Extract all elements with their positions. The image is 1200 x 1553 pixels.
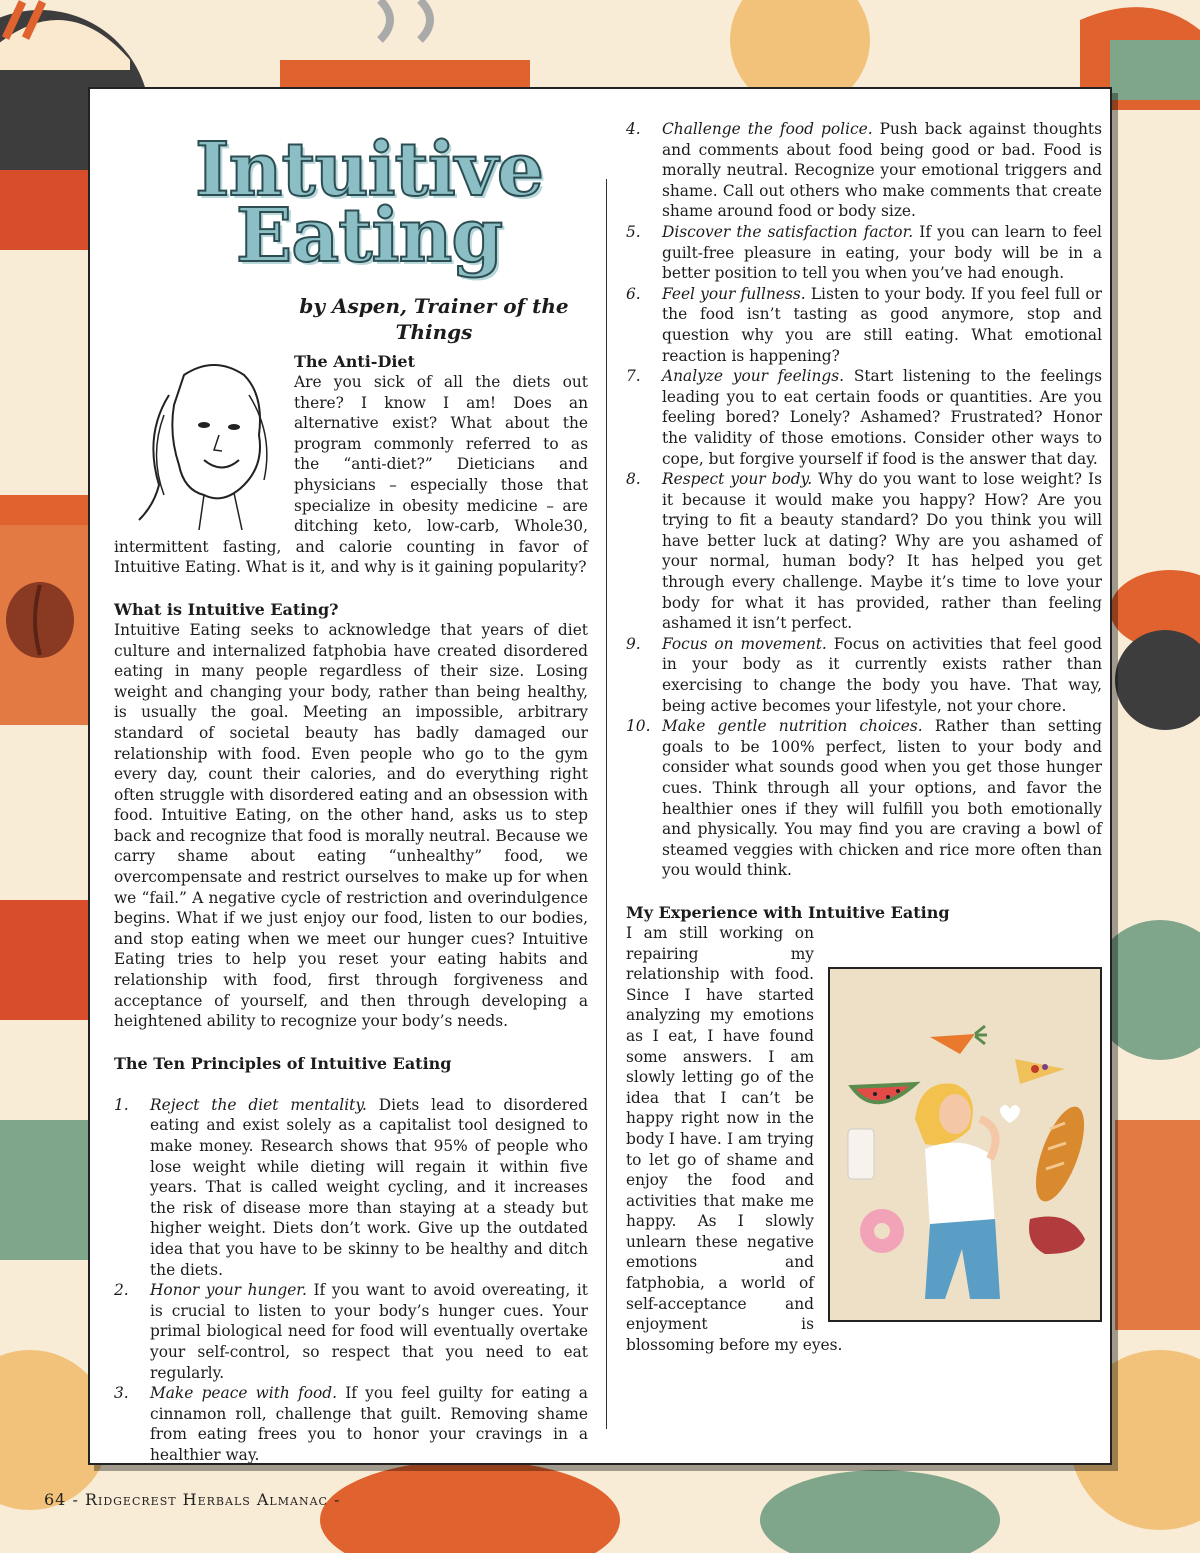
intuitive-eating-illustration	[828, 967, 1102, 1322]
principle-item: 4. Challenge the food police. Push back against thoughts and comments about food being good or bad. Food is morally neutral. Recognize your emotional triggers and shame. Call out others who make comments that create shame around food or body size.	[626, 120, 1102, 221]
principle-item: 5. Discover the satisfaction factor. If you can learn to feel guilt-free pleasure in eating, your body will be in a better position to tell you when you’ve had enough.	[626, 222, 1102, 283]
byline: by Aspen, Trainer of the Things	[299, 294, 569, 344]
principle-item: 2. Honor your hunger. If you want to avoid overeating, it is crucial to listen to your body’s hunger cues. Your primal biological need for food will eventually overtake your self-control, so respect that you need to eat regularly.	[114, 1281, 588, 1382]
principles-list-part-2	[626, 119, 1102, 881]
anti-diet-paragraph: Are you sick of all the diets out there? I know I am! Does an alternative exist? What about the program commonly referred to as the “anti-diet?” Dieticians and physicians – especially those that specialize in obesity medicine – are ditching keto, low-carb, Whole30, intermittent fasting, and calorie counting in favor of Intuitive Eating. What is it, and why is it gaining popularity?	[114, 373, 588, 577]
experience-heading: My Experience with Intuitive Eating	[626, 902, 950, 922]
principle-item: 8. Respect your body. Why do you want to lose weight? Is it because it would make you happy? How? Are you trying to fit a beauty standard? Do you think you will have better luck at dating? Why are you ashamed of your normal, human body? It has helped you get through every challenge. Maybe it’s time to love your body for what it has provided, rather than feeling ashamed it isn’t perfect.	[626, 470, 1102, 633]
right-column	[626, 119, 1102, 1355]
principle-item: 7. Analyze your feelings. Start listening to the feelings leading you to eat certain foods or quantities. Are you feeling bored? Lonely? Ashamed? Frustrated? Honor the validity of those emotions. Consider other ways to cope, but forgive yourself if food is the answer that day.	[626, 367, 1102, 468]
experience-paragraph: I am still working on repairing my relationship with food. Since I have started analyzing my emotions as I eat, I have found some answers. I am slowly letting go of the idea that I can’t be happy right now in the body I have. I am trying to let go of shame and enjoy the food and activities that make me happy. As I slowly unlearn these negative emotions and fatphobia, a world of self-acceptance and enjoyment is blossoming before my eyes.	[626, 923, 843, 1354]
experience-block	[626, 923, 1102, 1355]
what-is-paragraph: Intuitive Eating seeks to acknowledge that years of diet culture and internalized fatphobia have created disordered eating in many people regardless of their size. Losing weight and changing your body, rather than being healthy, is usually the goal. Meeting an impossible, arbitrary standard of societal beauty has badly damaged our relationship with food. Even people who go to the gym every day, count their calories, and do everything right often struggle with disordered eating and an obsession with food. Intuitive Eating, on the other hand, asks us to step back and recognize that food is morally neutral. Because we carry shame about eating “unhealthy” food, we overcompensate and restrict ourselves to make up for when we “fail.” A negative cycle of restriction and overindulgence begins. What if we just enjoy our food, listen to our bodies, and stop eating when we meet our hunger cues? Intuitive Eating tries to help you reset your eating habits and relationship with food, first through forgiveness and acceptance of yourself, and then through developing a heightened ability to recognize your body’s needs.	[114, 620, 588, 1031]
principle-item: 10. Make gentle nutrition choices. Rather than setting goals to be 100% perfect, listen to your body and consider what sounds good when you get those hunger cues. Think through all your options, and favor the healthier ones if they will fulfill you both emotionally and physically. You may find you are craving a bowl of steamed veggies with chicken and rice more often than you would think.	[626, 717, 1102, 880]
left-column	[114, 129, 588, 1466]
article-page	[88, 87, 1112, 1465]
column-divider	[606, 179, 607, 1429]
author-portrait-icon	[124, 355, 284, 530]
page-footer: 64 - Ridgecrest Herbals Almanac -	[44, 1490, 341, 1509]
principles-heading: The Ten Principles of Intuitive Eating	[114, 1053, 452, 1073]
principle-item: 3. Make peace with food. If you feel guilty for eating a cinnamon roll, challenge that guilt. Removing shame from eating frees you to honor your cravings in a healthier way.	[114, 1384, 588, 1464]
woman-with-food-icon	[830, 969, 1100, 1320]
principle-item: 9. Focus on movement. Focus on activities that feel good in your body as it currently exists rather than exercising to change the body you have. That way, being active becomes your lifestyle, not your chore.	[626, 634, 1102, 715]
what-is-heading: What is Intuitive Eating?	[114, 599, 339, 619]
principle-item: 1. Reject the diet mentality. Diets lead to disordered eating and exist solely as a capitalist tool designed to make money. Research shows that 95% of people who lose weight while dieting will regain it within five years. That is called weight cycling, and it increases the risk of disease more than staying at a steady but higher weight. Diets don’t work. Give up the outdated idea that you have to be skinny to be healthy and ditch the diets.	[114, 1095, 588, 1279]
title-line-2: Eating	[235, 193, 503, 279]
article-title	[134, 127, 604, 279]
anti-diet-heading: The Anti-Diet	[294, 352, 415, 371]
principles-list-part-1	[114, 1095, 588, 1466]
title-line-1: Intuitive	[195, 127, 543, 213]
principle-item: 6. Feel your fullness. Listen to your body. If you feel full or the food isn’t tasting as good anymore, stop and question why you are still eating. What emotional reaction is happening?	[626, 284, 1102, 365]
